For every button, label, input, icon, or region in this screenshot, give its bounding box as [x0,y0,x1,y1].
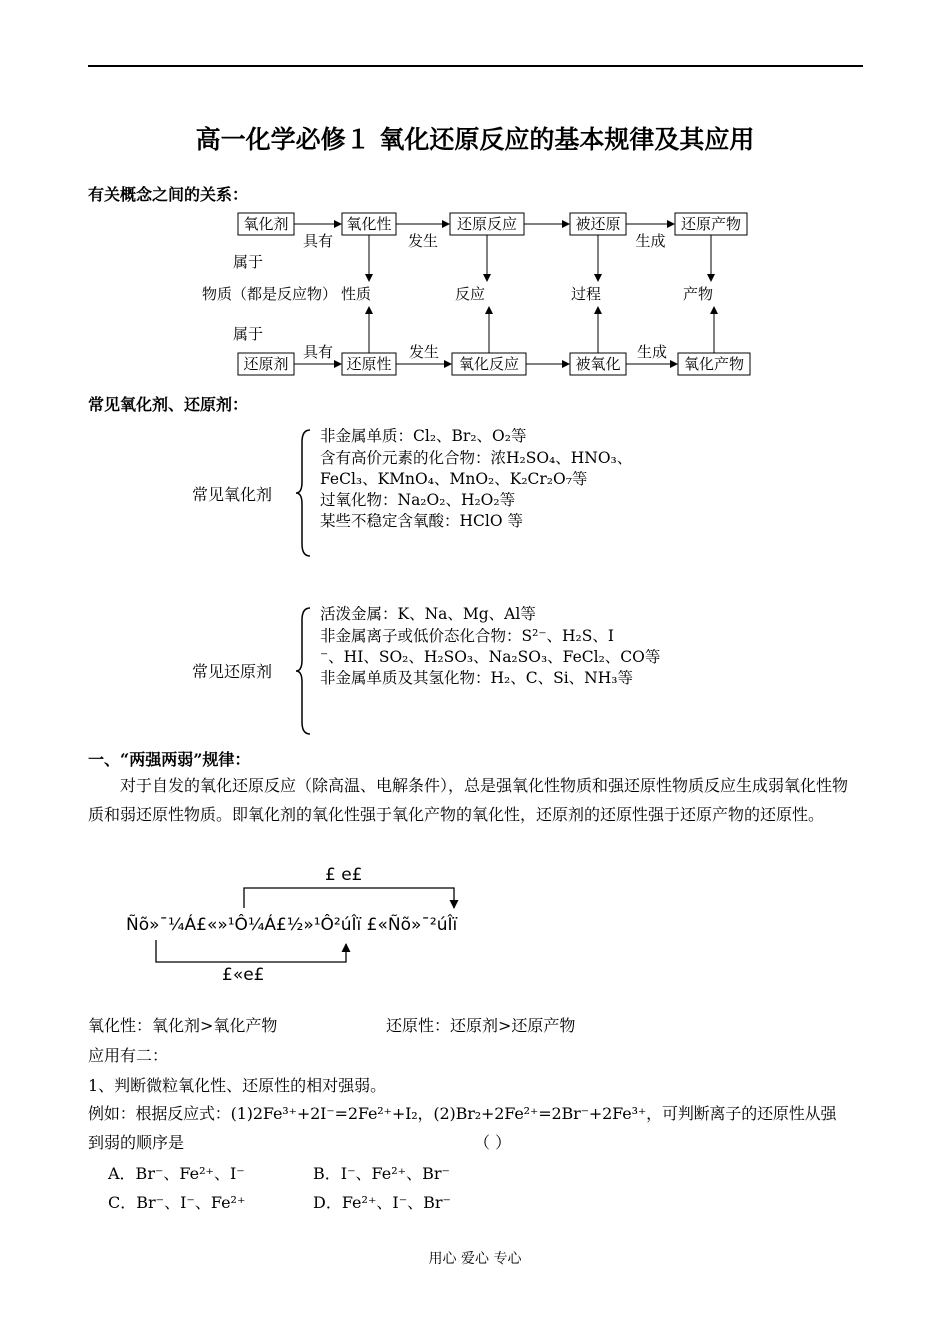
bottom-link-label: 生成 [636,343,668,361]
bottom-box-label: 还原剂 [243,355,289,373]
application-1: 1、判断微粒氧化性、还原性的相对强弱。 [88,1076,387,1095]
section1-paragraph: 对于自发的氧化还原反应（除高温、电解条件），总是强氧化性物质和强还原性物质反应生成弱氧化性物质和弱还原性物质。即氧化剂的氧化性强于氧化产物的氧化性，还原剂的还原性强于还原产物的还原性。 [88,776,849,824]
top-box-label: 还原产物 [680,215,742,233]
bottom-box-label: 还原性 [346,355,392,373]
example-line-2: 到弱的顺序是 [88,1133,185,1152]
oxidant-line: 过氧化物：Na₂O₂、H₂O₂等 [320,491,516,509]
oxidant-line: 非金属单质：Cl₂、Br₂、O₂等 [320,427,527,445]
section1-heading: 一、“两强两弱”规律： [88,750,251,769]
bottom-box-label: 氧化反应 [458,355,520,373]
page-title: 高一化学必修１ 氧化还原反应的基本规律及其应用 [195,125,755,154]
reductant-line: 活泼金属：K、Na、Mg、Al等 [320,605,536,623]
reductants-brace [294,606,314,736]
concepts-heading: 有关概念之间的关系： [88,185,249,204]
oxidants-label: 常见氧化剂 [192,485,273,504]
bottom-box-label: 被氧化 [575,355,621,373]
top-box-label: 氧化性 [346,215,392,233]
top-link-label: 具有 [302,232,334,250]
belongs-top-label: 属于 [232,253,264,271]
top-box-label: 氧化剂 [243,215,289,233]
option-b: B．I⁻、Fe²⁺、Br⁻ [313,1164,450,1183]
reductant-line: 非金属单质及其氢化物：H₂、C、Si、NH₃等 [320,669,633,687]
top-link-label: 发生 [407,232,439,250]
reducing-rule: 还原性：还原剂>还原产物 [386,1016,576,1035]
bottom-link-label: 具有 [302,343,334,361]
header-rule [88,65,863,67]
scheme-top-label: £ e£ [325,865,363,885]
top-link-label: 生成 [635,232,666,250]
oxidant-line: FeCl₃、KMnO₄、MnO₂、K₂Cr₂O₇等 [320,470,588,488]
option-d: D．Fe²⁺、I⁻、Br⁻ [313,1193,452,1212]
example-line-1: 例如：根据反应式：(1)2Fe³⁺+2I⁻=2Fe²⁺+I₂，(2)Br₂+2Fe²⁺=2Br⁻+2Fe³⁺，可判断离子的还原性从强 [88,1104,837,1123]
option-a: A．Br⁻、Fe²⁺、I⁻ [108,1164,245,1183]
scheme-bottom-label: £«e£ [222,965,265,985]
bottom-box-label: 氧化产物 [683,355,745,373]
middle-label: 性质 [340,285,372,303]
top-box-label: 还原反应 [456,215,518,233]
reductant-line: ⁻、HI、SO₂、H₂SO₃、Na₂SO₃、FeCl₂、CO等 [320,648,661,666]
middle-label: 物质（都是反应物） [202,285,338,303]
top-arrow [244,888,454,908]
applications-intro: 应用有二： [88,1046,169,1065]
option-c: C．Br⁻、I⁻、Fe²⁺ [108,1193,246,1212]
scheme-equation: Ñõ»¯¼Á£«»¹Ô¼Á£½»¹Ô²úÎï £«Ñõ»¯²úÎï [126,915,458,935]
answer-blank: （ ） [474,1133,512,1152]
concept-diagram [190,205,770,380]
oxidizing-rule: 氧化性：氧化剂>氧化产物 [88,1016,278,1035]
bottom-arrow [156,940,346,962]
middle-label: 反应 [454,285,486,303]
top-box-label: 被还原 [575,215,621,233]
oxidant-line: 含有高价元素的化合物：浓H₂SO₄、HNO₃、 [320,449,633,467]
middle-label: 产物 [682,285,714,303]
page-footer: 用心 爱心 专心 [428,1251,522,1267]
belongs-bottom-label: 属于 [232,325,264,343]
middle-label: 过程 [570,285,602,303]
reductants-label: 常见还原剂 [192,662,273,681]
electron-transfer-scheme [120,860,510,985]
reductant-line: 非金属离子或低价态化合物：S²⁻、H₂S、I [320,627,614,645]
oxidants-brace [294,428,314,558]
bottom-link-label: 发生 [408,343,440,361]
oxidant-line: 某些不稳定含氧酸：HClO 等 [320,512,523,530]
common-heading: 常见氧化剂、还原剂： [88,395,249,414]
